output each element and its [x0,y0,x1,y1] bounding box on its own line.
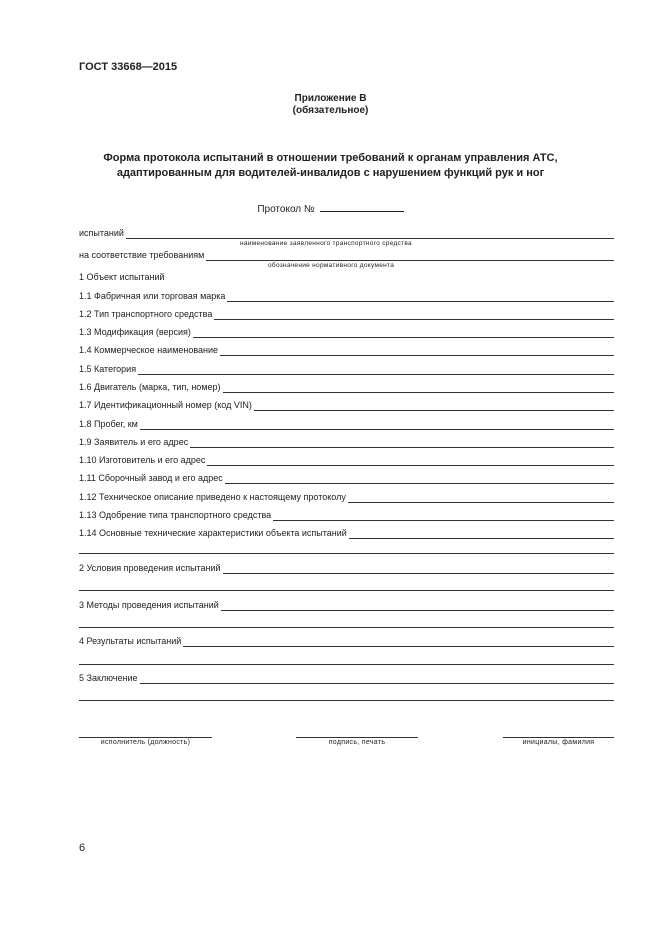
item-label: 1 Объект испытаний [79,272,165,282]
executor-caption: исполнитель (должность) [100,739,191,746]
section-field[interactable] [223,563,614,574]
item-row [79,399,614,411]
item-row [79,344,614,356]
tests-caption: наименование заявленного транспортного средства [240,240,412,247]
tests-label: испытаний [79,228,124,238]
page-number: 6 [79,842,86,854]
tests-field[interactable] [126,228,614,239]
item-field[interactable] [227,291,614,302]
item-label: 1.3 Модификация (версия) [79,327,191,337]
item-label: 1.8 Пробег, км [79,419,138,429]
blank-line[interactable] [79,627,614,628]
compliance-label: на соответствие требованиям [79,250,205,260]
section-label: 2 Условия проведения испытаний [79,563,221,573]
compliance-field[interactable] [206,250,614,261]
section-field[interactable] [140,673,615,684]
item-row [79,436,614,448]
item-row [79,509,614,521]
blank-line[interactable] [79,553,614,554]
item-row [79,454,614,466]
section-row [79,562,614,574]
executor-sign-line[interactable] [79,737,212,738]
item-label: 1.13 Одобрение типа транспортного средства [79,510,272,520]
blank-line[interactable] [79,664,614,665]
item-label: 1.10 Изготовитель и его адрес [79,455,206,465]
item-row [79,326,614,338]
appendix-status: (обязательное) [292,105,369,116]
section-row [79,672,614,684]
item-label: 1.5 Категория [79,364,137,374]
item-label: 1.4 Коммерческое наименование [79,345,219,355]
section-field[interactable] [221,600,614,611]
item-label: 1.11 Сборочный завод и его адрес [79,473,223,483]
item-row [79,472,614,484]
form-title-line1: Форма протокола испытаний в отношении требований к органам управления АТС, [103,152,558,164]
item-field[interactable] [225,473,614,484]
item-row [79,271,614,283]
item-field[interactable] [349,528,614,539]
section-label: 3 Методы проведения испытаний [79,600,219,610]
item-field[interactable] [193,327,614,338]
item-label: 1.2 Тип транспортного средства [79,309,213,319]
protocol-number-blank[interactable] [320,202,404,212]
item-row [79,491,614,503]
item-label: 1.9 Заявитель и его адрес [79,437,189,447]
item-field[interactable] [254,400,614,411]
item-label: 1.7 Идентификационный номер (код VIN) [79,400,252,410]
compliance-row [79,249,614,261]
standard-number: ГОСТ 33668—2015 [79,61,178,73]
protocol-number [0,202,661,215]
item-row [79,418,614,430]
signature-caption: подпись, печать [328,739,386,746]
blank-line[interactable] [79,590,614,591]
item-field[interactable] [190,437,614,448]
item-label: 1.1 Фабричная или торговая марка [79,291,226,301]
initials-line[interactable] [503,737,614,738]
signature-line[interactable] [296,737,418,738]
item-row [79,381,614,393]
item-label: 1.14 Основные технические характеристики объекта испытаний [79,528,347,538]
item-field[interactable] [207,455,614,466]
item-field[interactable] [138,364,614,375]
item-field[interactable] [220,345,614,356]
protocol-label: Протокол № [257,204,315,215]
section-row [79,635,614,647]
section-row [79,599,614,611]
item-field[interactable] [140,419,614,430]
item-label: 1.6 Двигатель (марка, тип, номер) [79,382,221,392]
item-row [79,527,614,539]
section-label: 4 Результаты испытаний [79,636,182,646]
item-label: 1.12 Техническое описание приведено к настоящему протоколу [79,492,346,502]
item-field[interactable] [273,510,614,521]
item-row [79,290,614,302]
item-field[interactable] [214,309,614,320]
item-field[interactable] [223,382,614,393]
initials-caption: инициалы, фамилия [522,739,595,746]
item-row [79,363,614,375]
tests-row [79,227,614,239]
section-label: 5 Заключение [79,673,138,683]
compliance-caption: обозначение нормативного документа [268,262,395,269]
item-field[interactable] [348,492,614,503]
section-field[interactable] [183,636,614,647]
form-title-line2: адаптированным для водителей-инвалидов с нарушением функций рук и ног [116,167,545,179]
item-row [79,308,614,320]
blank-line[interactable] [79,700,614,701]
appendix-title: Приложение В [294,93,367,104]
